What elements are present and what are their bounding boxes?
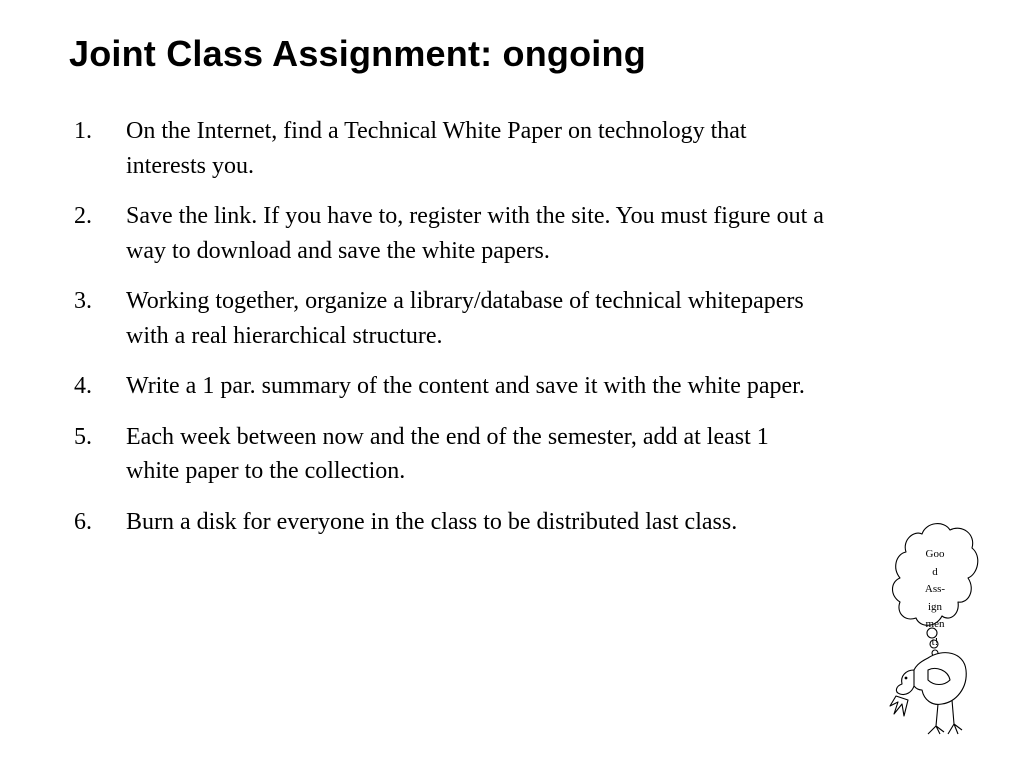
step-number: 6. [74,508,92,535]
bubble-text-line: t! [931,635,939,648]
step-number: 4. [74,373,92,399]
list-item [74,369,824,404]
step-number: 3. [74,288,92,314]
step-number: 5. [74,423,92,450]
mascot-clipart [888,520,980,740]
list-item [74,420,824,489]
list-item [74,199,824,268]
bubble-text-line: d [932,565,938,578]
thought-bubble-text [912,546,958,651]
step-text: Each week between now and the end of the semester, add at least 1 white paper to the collection. [126,423,769,484]
bubble-text-line: men [925,618,945,630]
bubble-text-line: Ass- [924,583,946,595]
slide-title: Joint Class Assignment: ongoing [69,33,646,74]
step-text: On the Internet, find a Technical White Paper on technology that interests you. [126,118,747,179]
assignment-steps-list [74,114,824,555]
step-text: Save the link. If you have to, register with the site. You must figure out a way to download and save the white papers. [126,203,824,264]
step-text: Write a 1 par. summary of the content and save it with the white paper. [126,373,805,399]
list-item [74,284,824,353]
step-number: 2. [74,203,92,229]
step-text: Burn a disk for everyone in the class to be distributed last class. [126,508,738,535]
step-number: 1. [74,118,92,144]
bubble-text-line: ign [927,600,943,613]
step-text: Working together, organize a library/database of technical whitepapers with a real hierarchical structure. [126,288,804,349]
bubble-text-line: Goo [925,548,945,560]
list-item [74,114,824,183]
list-item [74,505,824,540]
